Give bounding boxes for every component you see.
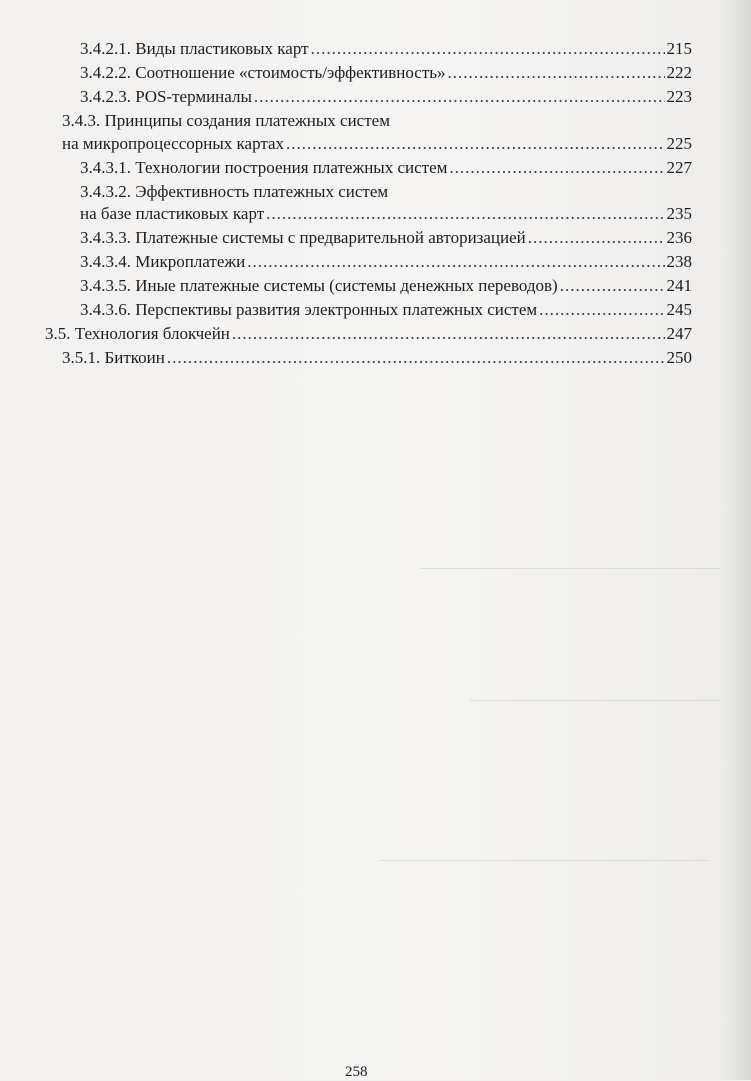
toc-page-number: 250	[666, 348, 692, 367]
toc-entry-label-line1: 3.4.3. Принципы создания платежных систем	[62, 111, 390, 130]
toc-entry-label-line1: 3.4.3.2. Эффективность платежных систем	[80, 182, 389, 201]
toc-entry	[80, 251, 692, 273]
dot-leader	[539, 299, 664, 321]
toc-entry-label: 3.4.2.3. POS-терминалы	[80, 87, 252, 106]
toc-entry	[62, 133, 692, 155]
toc-entry-label: 3.4.3.4. Микроплатежи	[80, 252, 246, 271]
toc-entry-label: 3.4.2.2. Соотношение «стоимость/эффективность»	[80, 63, 446, 82]
toc-entry-label: 3.4.3.1. Технологии построения платежных систем	[80, 158, 448, 177]
toc-entry-label: 3.4.3.5. Иные платежные системы (системы денежных переводов)	[80, 276, 558, 295]
toc-page-number: 215	[666, 39, 692, 58]
toc-page-number: 247	[666, 324, 692, 343]
toc-entry-label: на микропроцессорных картах	[62, 134, 285, 153]
toc-entry	[62, 347, 692, 369]
dot-leader	[232, 323, 665, 345]
page-number: 258	[345, 1064, 368, 1080]
toc-entry	[80, 275, 692, 297]
toc-page-number: 222	[666, 63, 692, 82]
dot-leader	[528, 227, 665, 249]
toc-entry	[80, 227, 692, 249]
toc-entry	[80, 38, 692, 60]
toc-page-number: 235	[666, 204, 692, 223]
dot-leader	[560, 275, 665, 297]
show-through-line	[420, 568, 720, 569]
toc-page-number: 238	[666, 252, 692, 271]
dot-leader	[167, 347, 665, 369]
toc-page-number: 223	[666, 87, 692, 106]
toc-entry-label: 3.5.1. Биткоин	[62, 348, 165, 367]
toc-entry	[80, 299, 692, 321]
dot-leader	[254, 86, 665, 108]
show-through-line	[470, 700, 720, 701]
toc-page-number: 245	[666, 300, 692, 319]
show-through-line	[380, 860, 710, 861]
toc-entry-label: 3.4.3.3. Платежные системы с предварительной авторизацией	[80, 228, 526, 247]
dot-leader	[449, 157, 664, 179]
dot-leader	[266, 203, 664, 225]
toc-entry-label: на базе пластиковых карт	[80, 204, 265, 223]
toc-entry	[80, 86, 692, 108]
toc-entry-label: 3.4.2.1. Виды пластиковых карт	[80, 39, 309, 58]
toc-page-number: 227	[666, 158, 692, 177]
toc-entry	[80, 203, 692, 225]
toc-page-number: 241	[666, 276, 692, 295]
dot-leader	[311, 38, 665, 60]
toc-entry-label: 3.5. Технология блокчейн	[45, 324, 230, 343]
toc-entry	[80, 62, 692, 84]
dot-leader	[247, 251, 664, 273]
toc-page-number: 225	[666, 134, 692, 153]
toc-page-number: 236	[666, 228, 692, 247]
toc-entry	[80, 157, 692, 179]
dot-leader	[286, 133, 664, 155]
dot-leader	[448, 62, 665, 84]
toc-entry	[45, 323, 692, 345]
toc-entry-label: 3.4.3.6. Перспективы развития электронных платежных систем	[80, 300, 538, 319]
